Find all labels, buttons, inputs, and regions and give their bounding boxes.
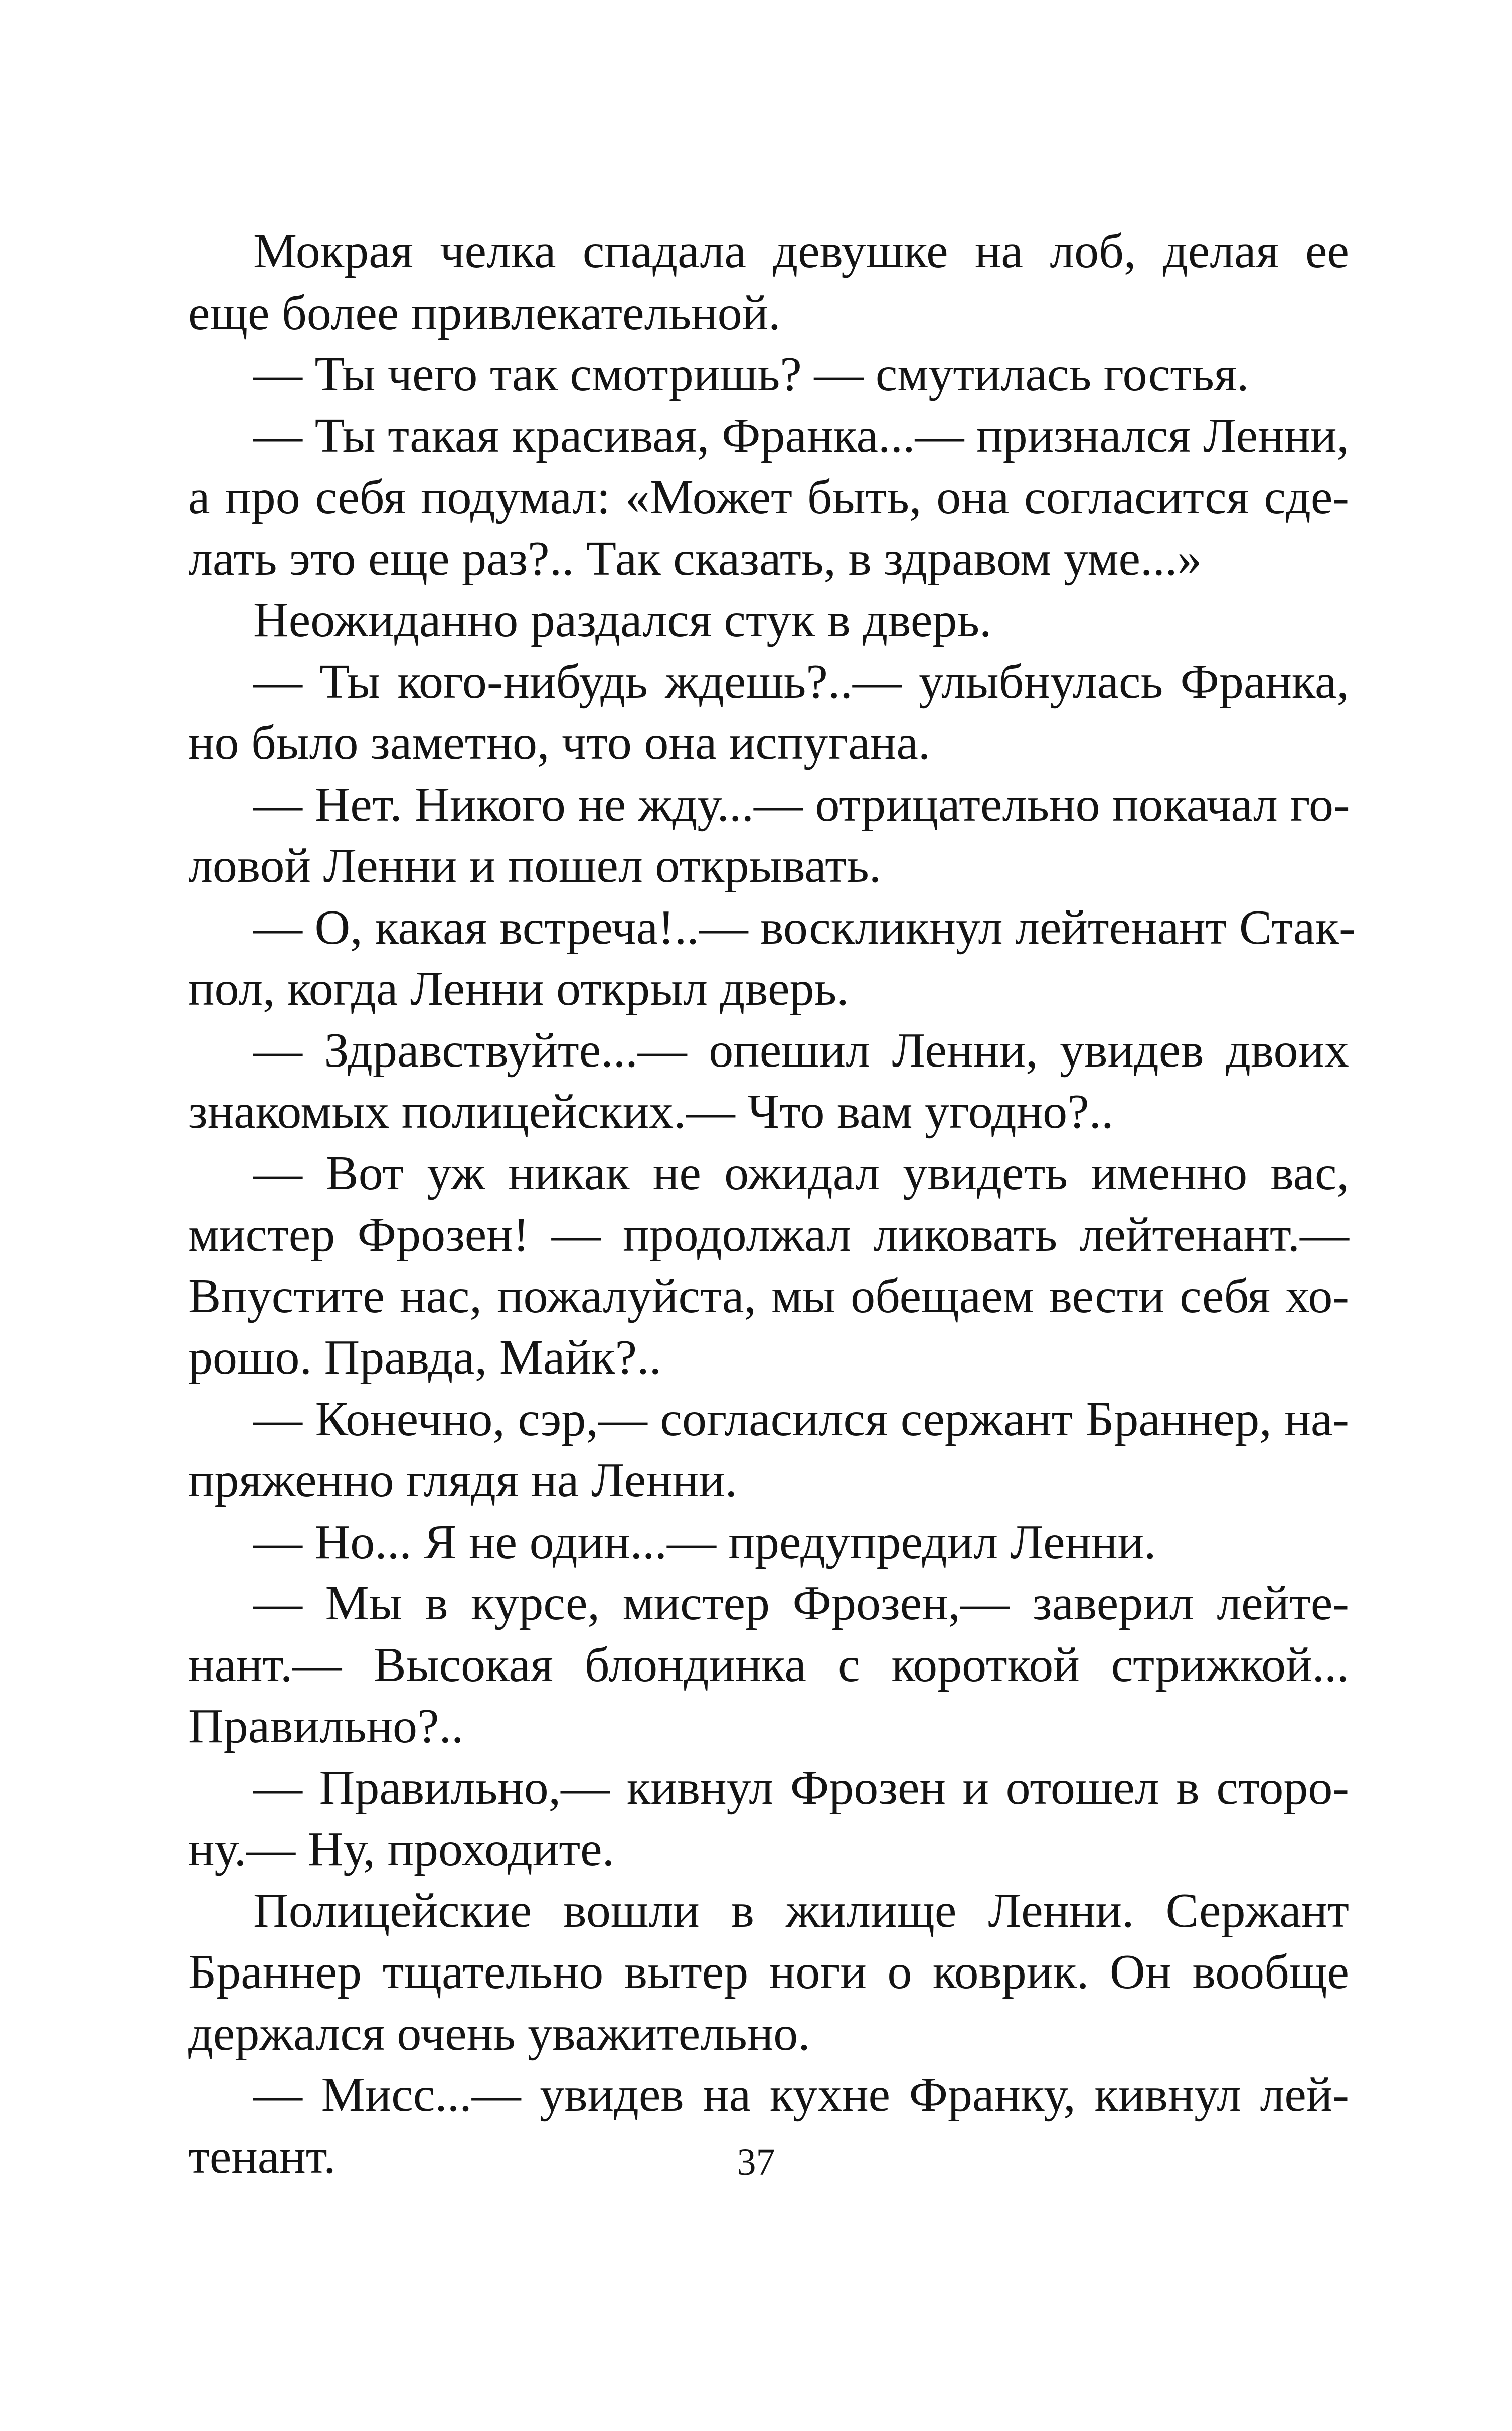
text-line: — Ты такая красивая, Франка...— признался Ленни, (253, 408, 1349, 463)
text-line: ну.— Ну, проходите. (188, 1822, 615, 1876)
text-line: еще более привлекательной. (188, 285, 781, 340)
text-line: — Здравствуйте...— опешил Ленни, увидев двоих (253, 1023, 1349, 1078)
text-line: Полицейские вошли в жилище Ленни. Сержант (253, 1883, 1349, 1938)
text-line: пол, когда Ленни открыл дверь. (188, 962, 849, 1016)
text-line: — Нет. Никого не жду...— отрицательно покачал го- (253, 777, 1350, 832)
text-line: но было заметно, что она испугана. (188, 716, 931, 770)
text-line: — Мы в курсе, мистер Фрозен,— заверил лейте- (253, 1576, 1349, 1630)
text-line: а про себя подумал: «Может быть, она согласится сде- (188, 470, 1349, 524)
text-line: Впустите нас, пожалуйста, мы обещаем вести себя хо- (188, 1269, 1349, 1323)
text-line: Неожиданно раздался стук в дверь. (253, 593, 992, 647)
text-line: — Правильно,— кивнул Фрозен и отошел в сторо- (253, 1760, 1349, 1815)
text-line: держался очень уважительно. (188, 2006, 810, 2061)
text-line: — О, какая встреча!..— воскликнул лейтенант Стак- (253, 900, 1356, 955)
page-number: 37 (737, 2141, 775, 2183)
text-line: — Мисс...— увидев на кухне Франку, кивнул лей- (253, 2068, 1349, 2122)
text-line: рошо. Правда, Майк?.. (188, 1330, 662, 1385)
text-line: ловой Ленни и пошел открывать. (188, 839, 882, 893)
text-line: — Конечно, сэр,— согласился сержант Браннер, на- (253, 1392, 1349, 1446)
text-line: — Но... Я не один...— предупредил Ленни. (253, 1514, 1156, 1569)
text-line: — Вот уж никак не ожидал увидеть именно вас, (253, 1146, 1349, 1200)
text-line: тенант. (188, 2129, 336, 2184)
text-line: пряженно глядя на Ленни. (188, 1453, 738, 1507)
text-line: нант.— Высокая блондинка с короткой стрижкой... (188, 1637, 1349, 1692)
text-line: — Ты чего так смотришь? — смутилась гостья. (253, 347, 1249, 401)
body-text (188, 221, 1356, 2187)
text-line: Мокрая челка спадала девушке на лоб, делая ее (253, 224, 1349, 278)
text-line: мистер Фрозен! — продолжал ликовать лейтенант.— (188, 1207, 1349, 1262)
text-line: лать это еще раз?.. Так сказать, в здравом уме...» (188, 531, 1202, 586)
text-line: Браннер тщательно вытер ноги о коврик. Он вообще (188, 1945, 1349, 1999)
text-line: Правильно?.. (188, 1699, 464, 1753)
text-line: знакомых полицейских.— Что вам угодно?.. (188, 1085, 1114, 1139)
text-line: — Ты кого-нибудь ждешь?..— улыбнулась Франка, (253, 654, 1349, 709)
